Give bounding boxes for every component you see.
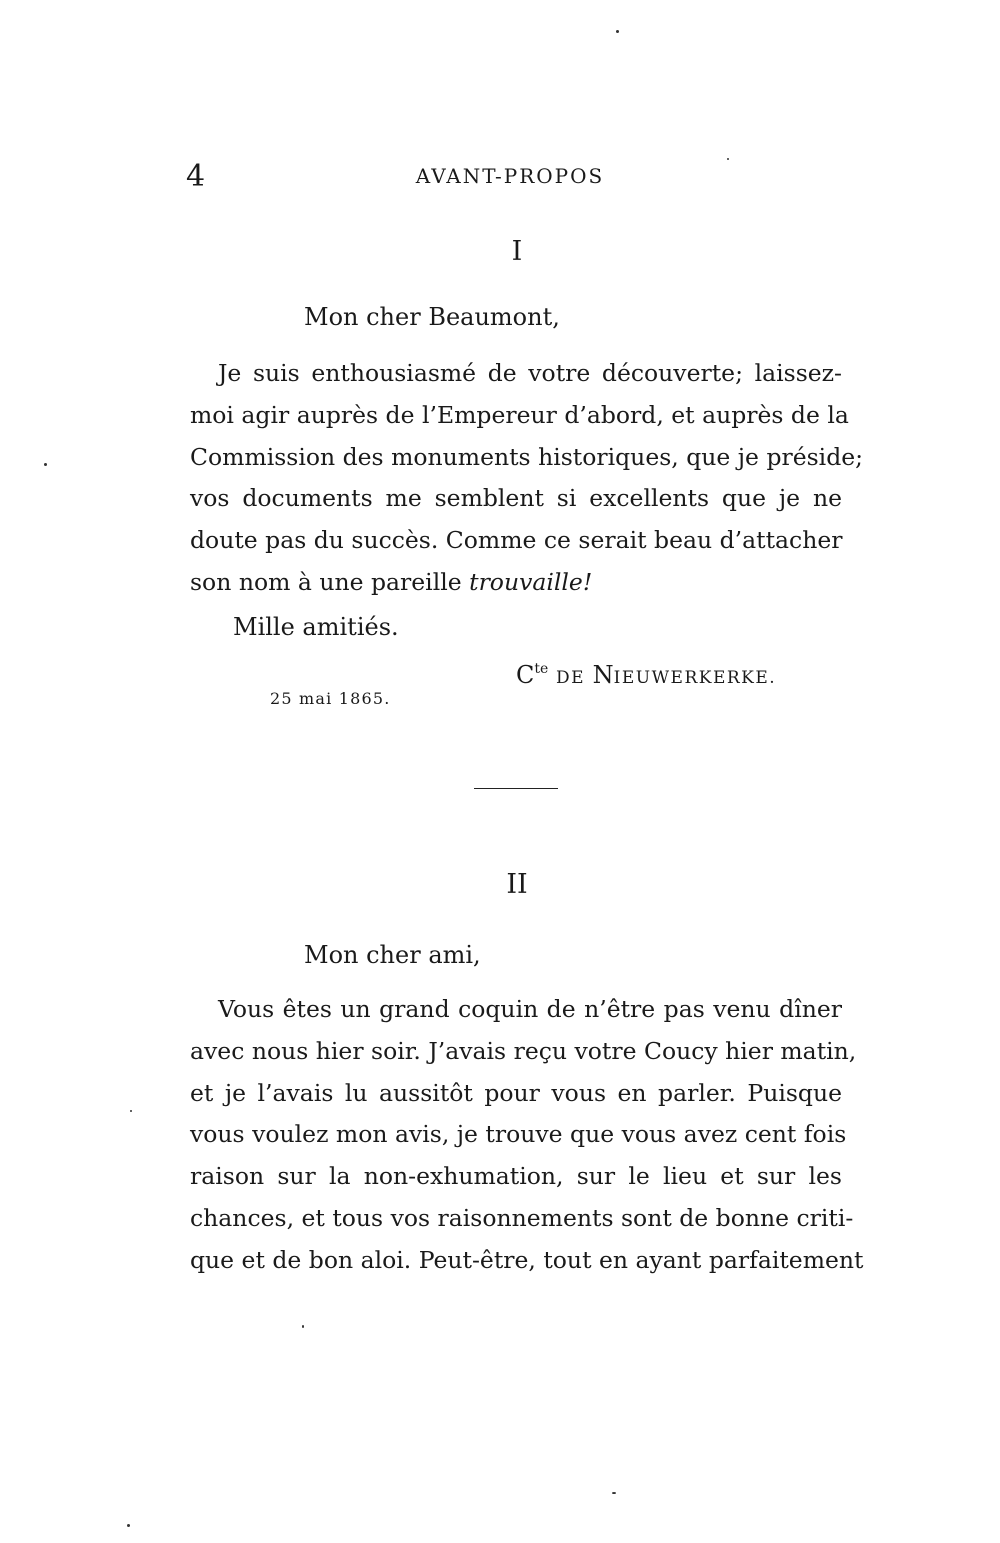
text-run: son nom à une pareille bbox=[190, 567, 462, 596]
text-line: Commission des monuments historiques, que je préside; bbox=[190, 442, 864, 471]
text-line: avec nous hier soir. J’avais reçu votre Coucy hier matin, bbox=[190, 1036, 857, 1065]
signature-title: C bbox=[516, 661, 535, 689]
scan-speck bbox=[127, 1524, 130, 1527]
scan-speck bbox=[612, 1492, 616, 1494]
text-line: Vous êtes un grand coquin de n’être pas venu dîner bbox=[218, 995, 842, 1023]
section-numeral-1: I bbox=[511, 236, 523, 267]
closing: Mille amitiés. bbox=[233, 613, 399, 641]
scan-speck bbox=[130, 1110, 132, 1112]
signature-title-superscript: te bbox=[534, 661, 549, 677]
section-numeral-2: II bbox=[506, 869, 528, 900]
section-divider bbox=[474, 788, 558, 789]
salutation-2: Mon cher ami, bbox=[304, 941, 481, 969]
text-line: et je l’avais lu aussitôt pour vous en parler. Puisque bbox=[190, 1078, 842, 1107]
signature-initial: N bbox=[592, 661, 614, 689]
salutation-1: Mon cher Beaumont, bbox=[304, 303, 560, 331]
scan-speck bbox=[44, 463, 47, 466]
italic-word: trouvaille! bbox=[469, 567, 593, 596]
scan-speck bbox=[302, 1325, 304, 1328]
text-line: vos documents me semblent si excellents que je ne bbox=[190, 484, 842, 513]
signature bbox=[516, 654, 776, 693]
signature-particle: DE bbox=[555, 668, 585, 688]
scan-speck bbox=[616, 30, 619, 33]
text-line: raison sur la non-exhumation, sur le lieu et sur les bbox=[190, 1162, 842, 1191]
text-line: vous voulez mon avis, je trouve que vous avez cent fois bbox=[190, 1120, 847, 1149]
page-number: 4 bbox=[186, 159, 206, 194]
running-head: AVANT-PROPOS bbox=[415, 164, 605, 188]
scan-speck bbox=[727, 158, 729, 160]
letter-2-body bbox=[190, 989, 864, 1282]
text-line-last bbox=[190, 562, 842, 604]
letter-1-body bbox=[190, 353, 864, 604]
date: 25 mai 1865. bbox=[270, 689, 391, 708]
text-line: moi agir auprès de l’Empereur d’abord, et auprès de la bbox=[190, 400, 849, 429]
text-line: chances, et tous vos raisonnements sont de bonne criti- bbox=[190, 1203, 854, 1232]
text-line: que et de bon aloi. Peut-être, tout en ayant parfaitement bbox=[190, 1245, 864, 1274]
text-line: Je suis enthousiasmé de votre découverte; laissez- bbox=[218, 359, 842, 387]
text-line: doute pas du succès. Comme ce serait beau d’attacher bbox=[190, 526, 843, 555]
signature-surname: IEUWERKERKE. bbox=[613, 668, 777, 688]
